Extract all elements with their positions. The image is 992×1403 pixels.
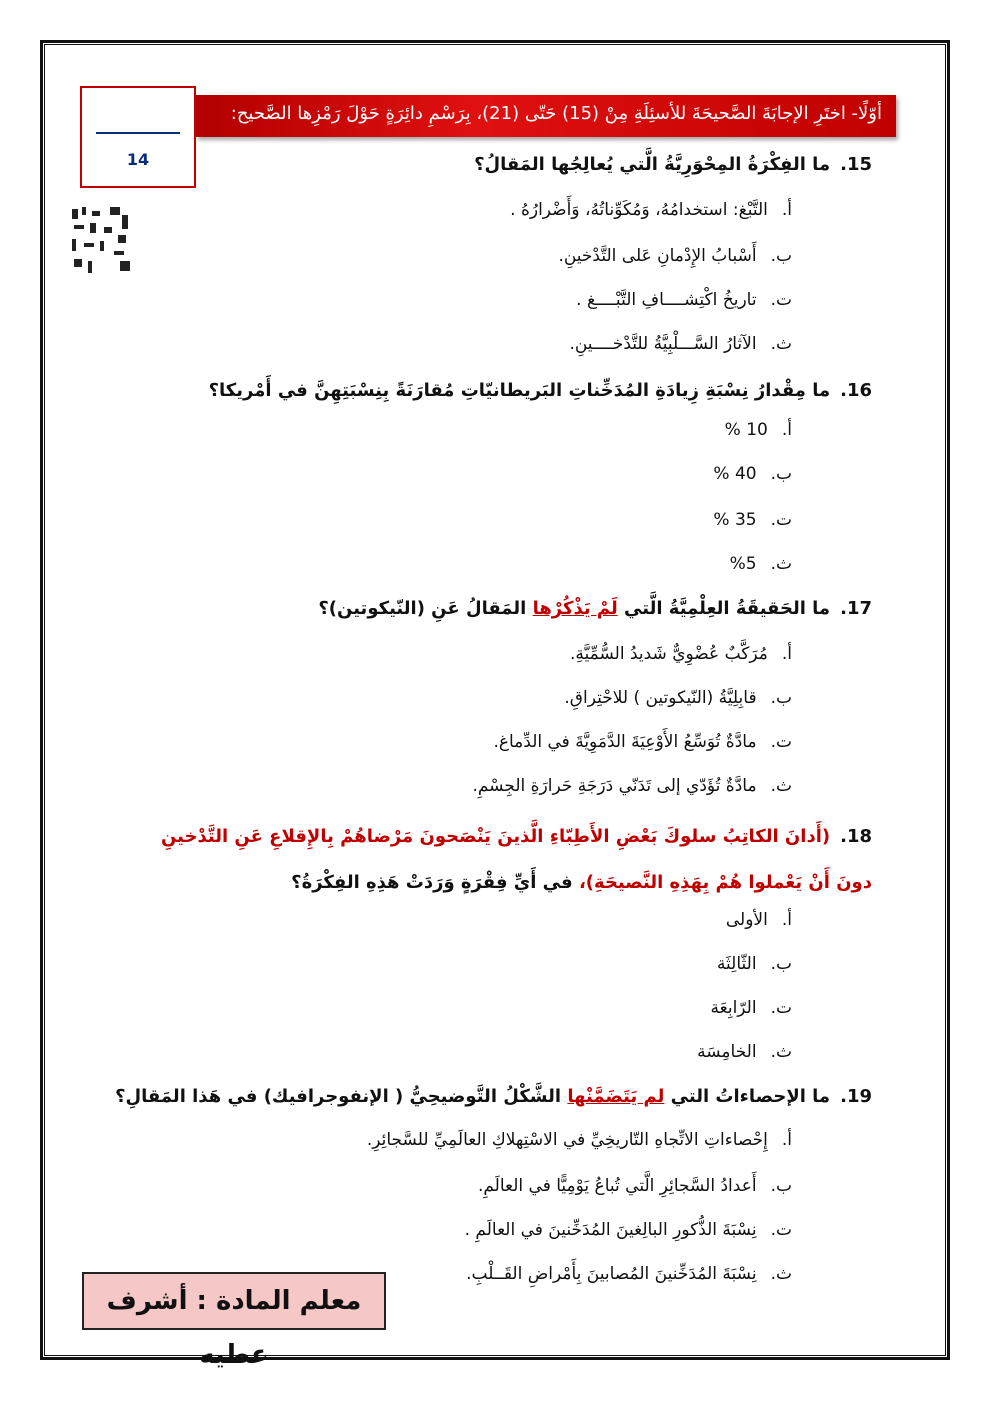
question-quote: (أَدانَ الكاتِبُ سلوكَ بَعْضِ الأَطِبّاءِ الَّذينَ يَنْصَحونَ مَرْضاهُمْ بِالإِقلاعِ عَنِ التَّدْخينِ دونَ أَنْ يَعْملوا هُمْ بِهَذِهِ النَّصيحَةِ)، xyxy=(160,826,872,893)
option-17-b[interactable]: ب.قابِلِيَّةُ (النّيكوتين ) للاحْتِراقِ. xyxy=(564,688,792,708)
question-text: ما مِقْدارُ نِسْبَةِ زِيادَةِ المُدَخِّناتِ البَريطانيّاتِ مُقارَنَةً بِنِسْبَتِهِنَّ في أَمْريكا؟ xyxy=(208,380,831,401)
question-highlight: لَمْ يَذْكُرْها xyxy=(532,598,618,619)
question-text: ما الإحصاءاتُ التي xyxy=(670,1086,831,1107)
question-15 xyxy=(474,154,872,175)
score-box xyxy=(80,86,196,188)
question-text: ما الحَقيقَةُ العِلْمِيَّةُ الَّتي xyxy=(624,598,831,619)
question-17 xyxy=(318,598,872,619)
option-15-a[interactable]: أ.التَّبْغ: استخدامُهُ، وَمُكَوِّناتُهُ، وَأَضْرارُهُ . xyxy=(510,200,792,220)
question-19 xyxy=(115,1086,872,1107)
option-18-d[interactable]: ث.الخامِسَة xyxy=(697,1042,792,1062)
option-18-c[interactable]: ت.الرّابِعَة xyxy=(710,998,792,1018)
option-17-a[interactable]: أ.مُرَكَّبٌ عُضْوِيٌّ شَديدُ السُّمِّيَّةِ. xyxy=(570,644,792,664)
option-17-c[interactable]: ت.مادَّةٌ تُوَسِّعُ الأَوْعِيَةَ الدَّمَوِيَّةَ في الدِّماغ. xyxy=(493,732,792,752)
option-19-a[interactable]: أ.إِحْصاءاتِ الاتِّجاهِ التّاريخِيِّ في الاسْتِهلاكِ العالَمِيِّ للسَّجائِرِ. xyxy=(366,1130,792,1150)
score-value: 14 xyxy=(126,150,150,169)
option-17-d[interactable]: ث.مادَّةٌ تُؤَدّي إلى تَدَنّي دَرَجَةِ حَرارَةِ الجِسْمِ. xyxy=(472,776,792,796)
instruction-text: أوّلًا- اختَرِ الإجابَةَ الصَّحيحَةَ للأسئِلَةِ مِنْ (15) حَتّى (21)، بِرَسْمِ دائِرَةٍ حَوْلَ رَمْزِها الصَّحيح: xyxy=(230,103,882,124)
question-16 xyxy=(209,380,872,401)
question-highlight: لم يَتَضَمَّنْها xyxy=(567,1086,665,1107)
option-16-a[interactable]: أ.10 % xyxy=(724,420,792,440)
option-15-c[interactable]: ت.تاريخُ اكْتِشــــافِ التَّبْــــغ . xyxy=(576,290,792,310)
option-16-b[interactable]: ب.40 % xyxy=(713,464,792,484)
option-19-d[interactable]: ث.نِسْبَةَ المُدَخِّنينَ المُصابينَ بِأَمْراضِ القَــلْبِ. xyxy=(466,1264,792,1284)
question-number: 17. xyxy=(840,598,872,619)
option-19-c[interactable]: ت.نِسْبَةَ الذُّكورِ البالِغينَ المُدَخِّنينَ في العالَمِ . xyxy=(464,1220,792,1240)
option-15-b[interactable]: ب.أَسْبابُ الإِدْمانِ عَلى التَّدْخينِ. xyxy=(558,246,792,266)
question-number: 15. xyxy=(840,154,872,175)
option-16-d[interactable]: ث.5% xyxy=(729,554,792,574)
question-text-end: الشَّكْلُ التَّوضيحِيُّ ( الإنفوجرافيك) في هَذا المَقالِ؟ xyxy=(115,1086,562,1107)
option-18-a[interactable]: أ.الأولى xyxy=(725,910,792,930)
question-number: 18. xyxy=(840,826,872,847)
question-18 xyxy=(132,814,872,906)
option-16-c[interactable]: ت.35 % xyxy=(713,510,792,530)
stamp-mark-icon xyxy=(70,205,134,277)
score-divider xyxy=(96,132,180,134)
question-number: 16. xyxy=(840,380,872,401)
option-15-d[interactable]: ث.الآثارُ السَّـــلْبِيَّةُ للتَّدْخــــينِ. xyxy=(569,334,792,354)
option-18-b[interactable]: ب.الثّالِثَة xyxy=(716,954,792,974)
option-19-b[interactable]: ب.أَعدادُ السَّجائِرِ الَّتي تُباعُ يَوْمِيًّا في العالَمِ. xyxy=(477,1176,792,1196)
question-number: 19. xyxy=(840,1086,872,1107)
teacher-label: معلم المادة : أشرف عطيه xyxy=(82,1272,386,1330)
instruction-banner xyxy=(196,95,896,137)
page-border-inner xyxy=(44,44,946,1356)
question-text-end: المَقالُ عَنِ (النّيكوتين)؟ xyxy=(318,598,527,619)
question-text: ما الفِكْرَةُ المِحْوَرِيَّةُ الَّتي يُعالِجُها المَقالُ؟ xyxy=(474,154,831,175)
question-text: في أَيِّ فِقْرَةٍ وَرَدَتْ هَذِهِ الفِكْرَةُ؟ xyxy=(291,872,573,893)
